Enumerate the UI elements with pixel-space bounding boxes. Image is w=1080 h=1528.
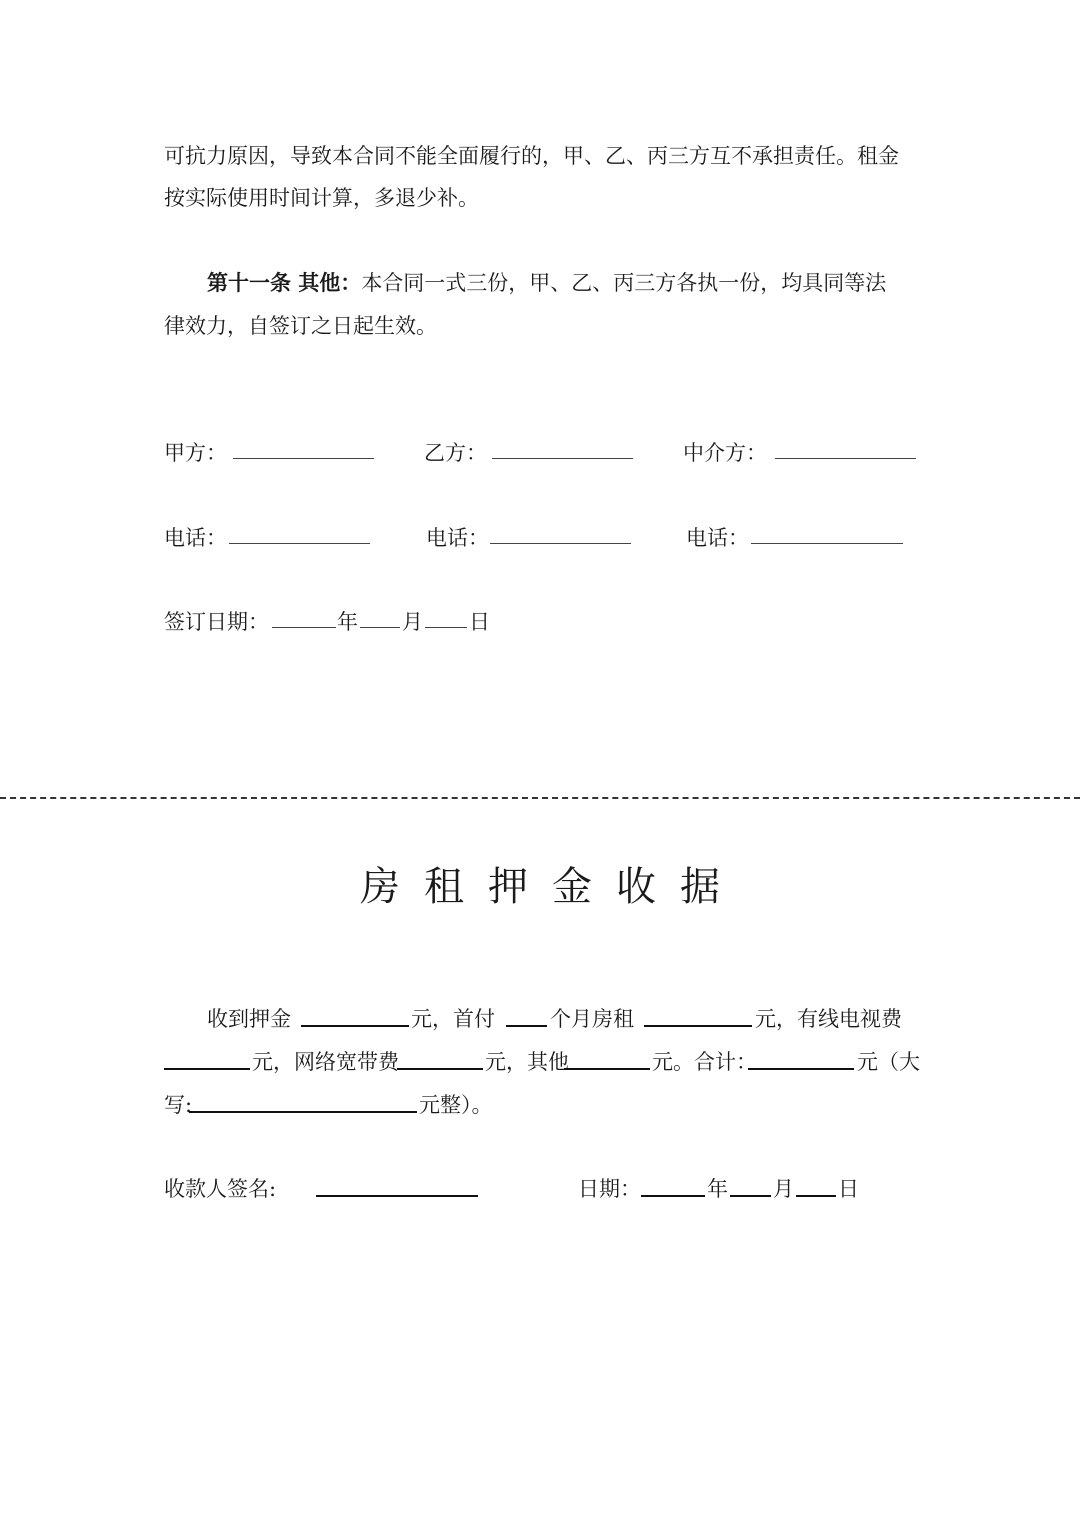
phone-label-b: 电话：	[426, 526, 489, 550]
paragraph-line: 可抗力原因，导致本合同不能全面履行的，甲、乙、丙三方互不承担责任。租金	[164, 144, 899, 168]
receipt-date-label: 日期：	[578, 1177, 641, 1201]
day-label: 日	[838, 1177, 859, 1201]
total-in-words-blank[interactable]	[189, 1111, 417, 1113]
receipt-title: 房租押金收据	[360, 864, 744, 910]
receipt-text: 个月房租	[550, 1007, 634, 1031]
phone-line-agent[interactable]	[751, 543, 903, 544]
receipt-day-blank[interactable]	[796, 1195, 836, 1197]
receipt-text: 写:	[164, 1093, 193, 1117]
deposit-amount-blank[interactable]	[301, 1025, 409, 1027]
other-fee-blank[interactable]	[564, 1068, 650, 1070]
phone-label-a: 电话：	[164, 526, 227, 550]
receipt-text: 元，首付	[411, 1007, 495, 1031]
year-label: 年	[337, 610, 358, 634]
receipt-text: 元。合计：	[652, 1050, 757, 1074]
phone-line-b[interactable]	[490, 543, 631, 544]
payee-signature-label: 收款人签名:	[164, 1177, 277, 1201]
cable-tv-fee-blank[interactable]	[164, 1068, 250, 1070]
phone-label-agent: 电话：	[686, 526, 749, 550]
party-a-signature-line[interactable]	[233, 458, 374, 459]
receipt-text: 元，网络宽带费	[252, 1050, 399, 1074]
broadband-fee-blank[interactable]	[397, 1068, 483, 1070]
agent-signature-line[interactable]	[775, 458, 916, 459]
paragraph-line: 律效力，自签订之日起生效。	[164, 314, 437, 338]
receipt-month-blank[interactable]	[730, 1195, 771, 1197]
party-b-signature-line[interactable]	[492, 458, 633, 459]
receipt-text: 元整）。	[419, 1093, 493, 1117]
sign-month-line[interactable]	[360, 627, 400, 628]
month-label: 月	[773, 1177, 794, 1201]
article-11-heading: 第十一条 其他：	[207, 270, 362, 295]
party-b-label: 乙方：	[424, 441, 487, 465]
sign-date-label: 签订日期：	[164, 610, 269, 634]
rent-amount-blank[interactable]	[644, 1025, 752, 1027]
total-amount-blank[interactable]	[748, 1068, 854, 1070]
article-11-line	[207, 267, 886, 297]
cut-line-divider	[0, 797, 1080, 799]
day-label: 日	[469, 610, 490, 634]
payee-signature-line[interactable]	[316, 1195, 478, 1197]
receipt-text: 元，有线电视费	[755, 1007, 902, 1031]
receipt-text: 元（大	[857, 1050, 920, 1074]
party-a-label: 甲方：	[164, 441, 227, 465]
phone-line-a[interactable]	[229, 543, 370, 544]
receipt-text: 元，其他	[485, 1050, 569, 1074]
agent-label: 中介方：	[683, 441, 767, 465]
sign-year-line[interactable]	[272, 627, 336, 628]
paragraph-line: 按实际使用时间计算，多退少补。	[164, 186, 479, 210]
year-label: 年	[707, 1177, 728, 1201]
months-prepaid-blank[interactable]	[506, 1025, 547, 1027]
receipt-text: 收到押金	[207, 1007, 291, 1031]
receipt-year-blank[interactable]	[641, 1195, 705, 1197]
month-label: 月	[402, 610, 423, 634]
article-11-text: 本合同一式三份，甲、乙、丙三方各执一份，均具同等法	[361, 271, 887, 295]
sign-day-line[interactable]	[425, 627, 467, 628]
